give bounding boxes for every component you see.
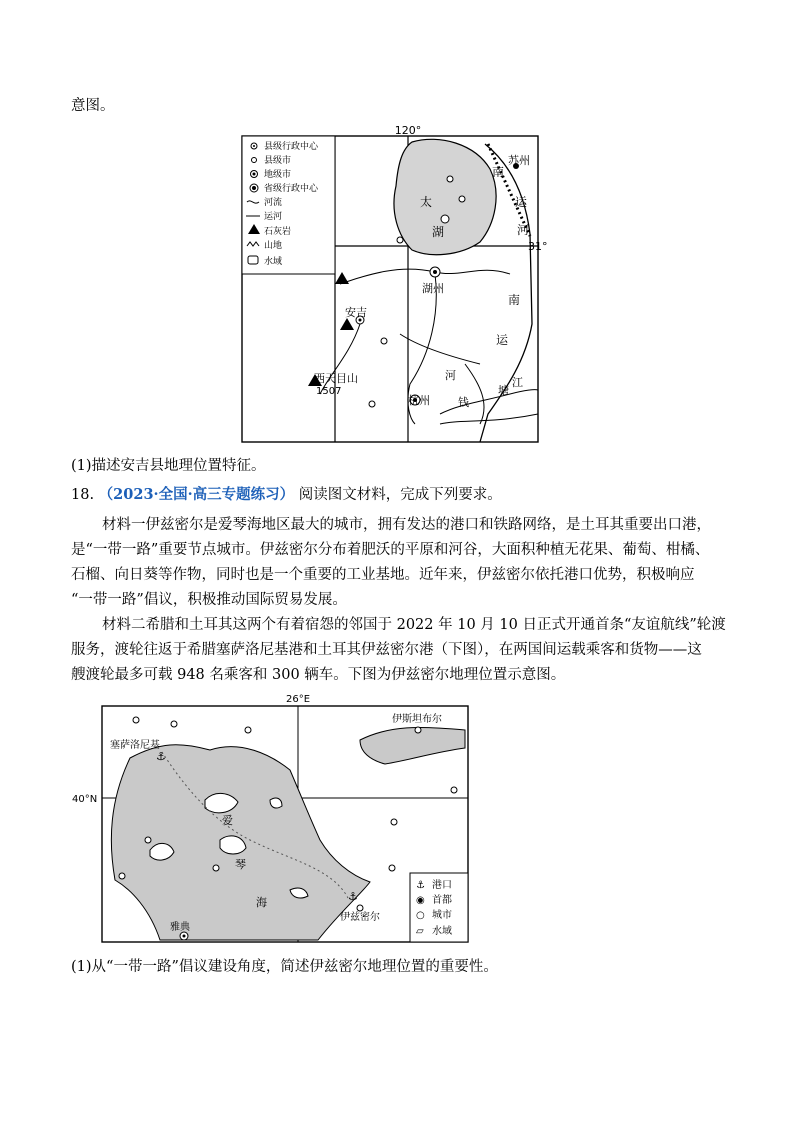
svg-text:省级行政中心: 省级行政中心 [264, 184, 319, 194]
material1-line2: 是“一带一路”重要节点城市。伊兹密尔分布着肥沃的平原和河谷，大面积种植无花果、葡萄、柑橘、 [71, 542, 710, 558]
svg-text:石灰岩: 石灰岩 [264, 227, 292, 237]
port-thessaloniki-icon: ⚓ [156, 750, 166, 763]
material2-line2: 服务，渡轮往返于希腊塞萨洛尼基港和土耳其伊兹密尔港（下图），在两国间运载乘客和货物——这 [71, 642, 702, 658]
svg-text:塘: 塘 [498, 384, 509, 397]
svg-text:运: 运 [515, 195, 528, 209]
city-anji: 安吉 [345, 306, 367, 319]
svg-text:运河: 运河 [264, 212, 283, 222]
q18-number: 18. [71, 487, 95, 503]
lake-char-1: 太 [420, 195, 433, 209]
svg-text:水域: 水域 [432, 926, 452, 937]
svg-text:县级行政中心: 县级行政中心 [264, 142, 319, 152]
svg-text:⚓: ⚓ [416, 880, 425, 891]
intro-tail: 意图。 [71, 98, 115, 114]
svg-text:南: 南 [508, 293, 521, 307]
svg-text:河: 河 [445, 369, 456, 382]
izmir-location-map [70, 690, 480, 945]
svg-text:○: ○ [416, 910, 425, 921]
city-hangzhou: 杭州 [408, 394, 430, 407]
lake-char-2: 湖 [432, 225, 445, 239]
q18-prompt: 阅读图文材料，完成下列要求。 [298, 487, 502, 503]
svg-text:城市: 城市 [432, 910, 452, 921]
lon-label-120: 120° [394, 124, 422, 137]
svg-text:南: 南 [492, 165, 505, 179]
material2-line3: 艘渡轮最多可载 948 名乘客和 300 辆车。下图为伊兹密尔地理位置示意图。 [71, 667, 566, 683]
svg-text:县级市: 县级市 [264, 156, 292, 166]
svg-text:▱: ▱ [416, 926, 424, 937]
port-izmir-icon: ⚓ [348, 890, 358, 903]
material1-line4: “一带一路”倡议，积极推动国际贸易发展。 [71, 592, 347, 608]
material2-line1: 材料二希腊和土耳其这两个有着宿怨的邻国于 2022 年 10 月 10 日正式开通首条“友谊航线”轮渡 [102, 617, 726, 633]
svg-text:爱: 爱 [222, 814, 233, 827]
svg-text:首都: 首都 [432, 895, 452, 906]
city-istanbul: 伊斯坦布尔 [392, 714, 442, 725]
q18-header [71, 485, 502, 505]
svg-text:海: 海 [256, 896, 267, 909]
mountain-name: 西天目山 [314, 372, 358, 385]
svg-text:水域: 水域 [264, 257, 283, 267]
mountain-elev: 1507 [316, 386, 342, 397]
city-thessaloniki: 塞萨洛尼基 [110, 740, 160, 751]
lon-label-26e: 26°E [285, 694, 311, 705]
material1-line3: 石榴、向日葵等作物，同时也是一个重要的工业基地。近年来，伊兹密尔依托港口优势，积极响应 [71, 567, 695, 583]
svg-text:港口: 港口 [432, 880, 452, 891]
city-huzhou: 湖州 [422, 282, 444, 295]
q17-sub1: (1)描述安吉县地理位置特征。 [71, 458, 266, 474]
lat-label-40n: 40°N [72, 794, 98, 805]
q18-sub1: (1)从“一带一路”倡议建设角度，简述伊兹密尔地理位置的重要性。 [71, 959, 498, 975]
q18-source: （2023·全国·高三专题练习） [98, 486, 295, 503]
svg-text:江: 江 [512, 376, 523, 389]
svg-text:运: 运 [496, 333, 509, 347]
svg-text:◉: ◉ [416, 895, 425, 906]
svg-text:河: 河 [517, 223, 530, 237]
lat-label-31: 31° [528, 240, 548, 253]
svg-text:山地: 山地 [264, 241, 283, 251]
taihu-anji-map [240, 124, 548, 444]
svg-text:地级市: 地级市 [264, 170, 292, 180]
svg-text:琴: 琴 [235, 858, 246, 871]
city-izmir: 伊兹密尔 [340, 912, 380, 923]
svg-text:钱: 钱 [458, 396, 469, 409]
city-athens: 雅典 [170, 922, 190, 933]
city-suzhou: 苏州 [508, 154, 530, 167]
material1-line1: 材料一伊兹密尔是爱琴海地区最大的城市，拥有发达的港口和铁路网络，是土耳其重要出口港， [102, 517, 711, 533]
svg-text:河流: 河流 [264, 198, 283, 208]
